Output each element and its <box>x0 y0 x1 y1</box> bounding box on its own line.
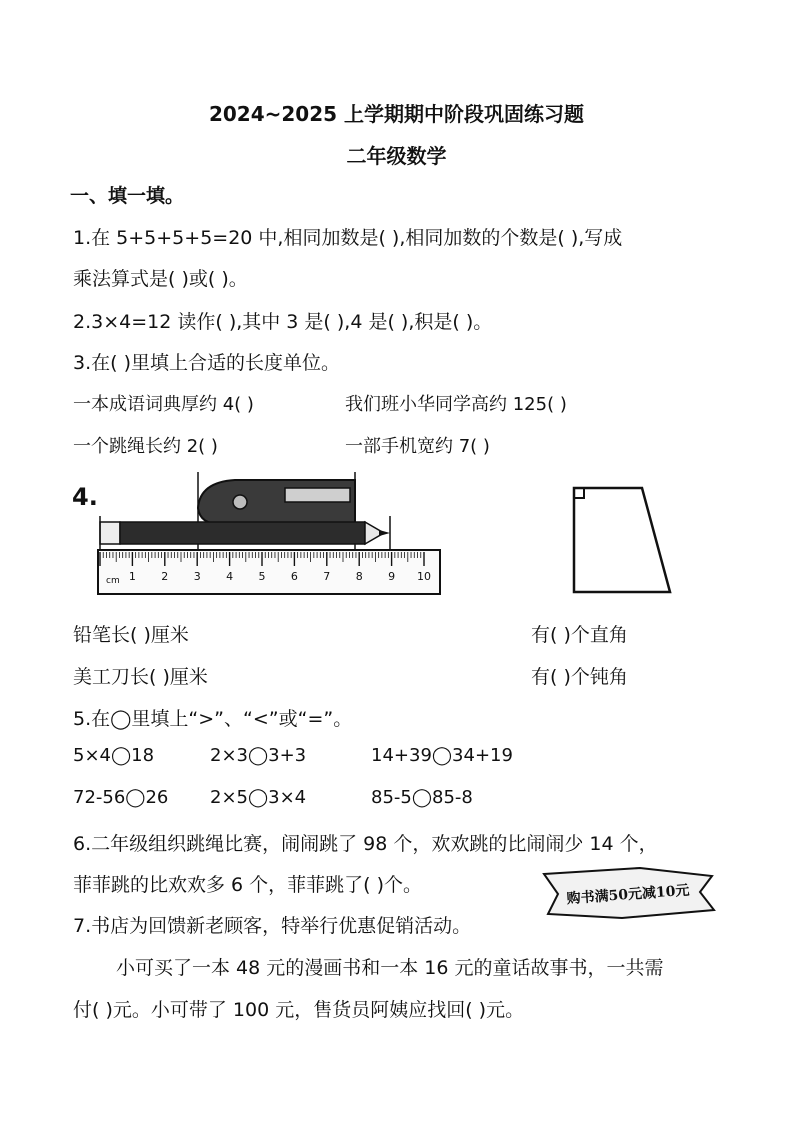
ruler <box>98 550 440 594</box>
compare-item: 14+39◯34+19 <box>371 745 513 766</box>
question-3-item: 一本成语词典厚约 4( ) <box>73 394 254 415</box>
question-2: 2.3×4=12 读作( ),其中 3 是( ),4 是( ),积是( )。 <box>73 311 493 333</box>
ruler-tick-label: 1 <box>128 570 136 583</box>
ruler-tick-label: 2 <box>161 570 169 583</box>
ruler-tick-label: 5 <box>258 570 266 583</box>
ruler-tick-label: 6 <box>290 570 298 583</box>
compare-item: 85-5◯85-8 <box>371 787 473 808</box>
question-5-stem: 5.在◯里填上“>”、“<”或“=”。 <box>73 708 353 730</box>
ruler-tick-label: 3 <box>193 570 201 583</box>
ruler-tick-label: 8 <box>355 570 363 583</box>
trapezoid-shape <box>574 488 670 592</box>
ruler-tick-label: 9 <box>388 570 396 583</box>
knife-length-question: 美工刀长( )厘米 <box>73 666 208 688</box>
box-cutter-icon <box>198 480 355 524</box>
compare-item: 5×4◯18 <box>73 745 155 766</box>
ruler-tick-label: 7 <box>323 570 331 583</box>
right-angle-count-question: 有( )个直角 <box>531 624 628 646</box>
ruler-unit-label: cm <box>106 576 120 586</box>
compare-item: 2×5◯3×4 <box>210 787 307 808</box>
ruler-tick-label: 4 <box>226 570 234 583</box>
question-7-line-1: 小可买了一本 48 元的漫画书和一本 16 元的童话故事书，一共需 <box>116 957 664 979</box>
compare-item: 72-56◯26 <box>73 787 169 808</box>
question-3-item: 一部手机宽约 7( ) <box>345 436 490 457</box>
coupon-text: 购书满50元减10元 <box>566 882 690 908</box>
page-title: 2024~2025 上学期期中阶段巩固练习题 <box>208 102 585 126</box>
pencil-length-question: 铅笔长( )厘米 <box>73 624 189 646</box>
question-3-stem: 3.在( )里填上合适的长度单位。 <box>73 352 340 374</box>
question-7-stem: 7.书店为回馈新老顾客，特举行优惠促销活动。 <box>73 915 472 937</box>
right-angle-mark <box>574 488 584 498</box>
question-3-item: 一个跳绳长约 2( ) <box>73 436 218 457</box>
pencil-icon <box>100 522 390 544</box>
section-heading: 一、填一填。 <box>70 185 185 207</box>
ruler-tick-label: 10 <box>417 570 431 583</box>
trapezoid-figure <box>562 480 682 598</box>
obtuse-angle-count-question: 有( )个钝角 <box>531 666 628 688</box>
ruler-pencil-knife-figure <box>70 472 442 602</box>
question-4-number: 4. <box>72 483 98 511</box>
question-1-line-1: 1.在 5+5+5+5=20 中,相同加数是( ),相同加数的个数是( ),写成 <box>73 227 623 249</box>
question-7-line-2: 付( )元。小可带了 100 元，售货员阿姨应找回( )元。 <box>73 999 525 1021</box>
question-6-line-1: 6.二年级组织跳绳比赛，闹闹跳了 98 个，欢欢跳的比闹闹少 14 个， <box>73 833 658 855</box>
question-6-line-2: 菲菲跳的比欢欢多 6 个，菲菲跳了( )个。 <box>73 874 423 896</box>
page-subtitle: 二年级数学 <box>346 144 447 168</box>
compare-item: 2×3◯3+3 <box>210 745 307 766</box>
question-3-item: 我们班小华同学高约 125( ) <box>345 394 567 415</box>
question-1-line-2: 乘法算式是( )或( )。 <box>73 268 248 290</box>
discount-coupon <box>540 864 716 922</box>
